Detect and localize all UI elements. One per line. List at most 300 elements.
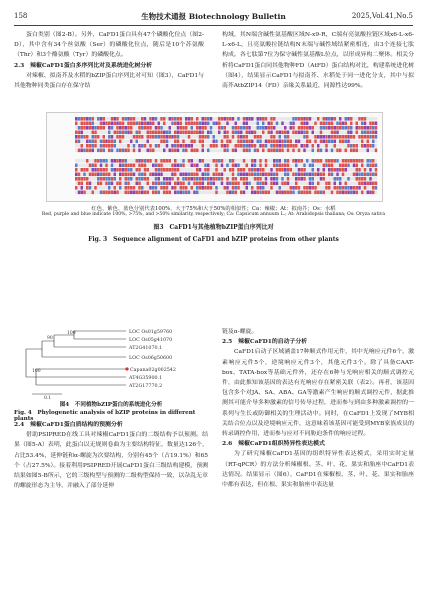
alignment-cell <box>75 168 78 172</box>
alignment-cell <box>375 168 378 172</box>
alignment-cell <box>309 131 312 135</box>
alignment-cell <box>127 149 130 153</box>
alignment-cell <box>152 159 155 163</box>
alignment-cell <box>243 126 246 130</box>
alignment-cell <box>328 126 331 130</box>
alignment-cell <box>114 186 117 190</box>
alignment-cell <box>114 122 117 126</box>
alignment-cell <box>345 182 348 186</box>
alignment-cell <box>356 131 359 135</box>
alignment-cell <box>81 135 84 139</box>
alignment-cell <box>246 191 249 195</box>
alignment-cell <box>177 122 180 126</box>
alignment-cell <box>83 131 86 135</box>
alignment-cell <box>94 131 97 135</box>
alignment-cell <box>103 182 106 186</box>
alignment-cell <box>323 168 326 172</box>
alignment-cell <box>243 186 246 190</box>
alignment-cell <box>339 164 342 168</box>
alignment-cell <box>292 144 295 148</box>
alignment-cell <box>257 149 260 153</box>
alignment-cell <box>323 144 326 148</box>
alignment-cell <box>364 122 367 126</box>
alignment-cell <box>147 173 150 177</box>
alignment-cell <box>290 149 293 153</box>
fig4-caption <box>14 400 208 422</box>
alignment-cell <box>298 135 301 139</box>
alignment-cell <box>295 140 298 144</box>
alignment-cell <box>295 122 298 126</box>
alignment-cell <box>133 177 136 181</box>
alignment-cell <box>320 135 323 139</box>
alignment-cell <box>257 122 260 126</box>
alignment-cell <box>196 168 199 172</box>
alignment-cell <box>136 159 139 163</box>
alignment-cell <box>97 140 100 144</box>
alignment-cell <box>306 168 309 172</box>
alignment-cell <box>279 164 282 168</box>
alignment-cell <box>136 168 139 172</box>
alignment-cell <box>290 122 293 126</box>
alignment-cell <box>295 159 298 163</box>
alignment-cell <box>86 131 89 135</box>
alignment-cell <box>279 182 282 186</box>
alignment-cell <box>268 144 271 148</box>
alignment-cell <box>358 159 361 163</box>
alignment-cell <box>171 135 174 139</box>
alignment-cell <box>364 182 367 186</box>
alignment-cell <box>136 126 139 130</box>
alignment-cell <box>202 149 205 153</box>
alignment-cell <box>331 177 334 181</box>
alignment-cell <box>100 186 103 190</box>
alignment-cell <box>284 140 287 144</box>
alignment-cell <box>347 135 350 139</box>
alignment-cell <box>210 126 213 130</box>
alignment-cell <box>350 122 353 126</box>
tree-leaf: AT4G35900.1 <box>129 376 163 381</box>
alignment-cell <box>342 173 345 177</box>
alignment-cell <box>257 173 260 177</box>
alignment-cell <box>295 135 298 139</box>
alignment-cell <box>356 140 359 144</box>
alignment-cell <box>218 173 221 177</box>
alignment-cell <box>353 149 356 153</box>
alignment-cell <box>144 126 147 130</box>
alignment-cell <box>347 186 350 190</box>
alignment-cell <box>232 140 235 144</box>
alignment-cell <box>141 144 144 148</box>
alignment-cell <box>158 182 161 186</box>
alignment-cell <box>369 177 372 181</box>
alignment-cell <box>279 186 282 190</box>
alignment-cell <box>235 126 238 130</box>
alignment-cell <box>342 135 345 139</box>
alignment-cell <box>312 164 315 168</box>
alignment-cell <box>309 173 312 177</box>
alignment-cell <box>92 144 95 148</box>
alignment-cell <box>221 173 224 177</box>
alignment-cell <box>251 117 254 121</box>
alignment-cell <box>301 168 304 172</box>
alignment-cell <box>180 186 183 190</box>
alignment-cell <box>147 126 150 130</box>
alignment-cell <box>361 177 364 181</box>
alignment-cell <box>364 191 367 195</box>
alignment-cell <box>262 168 265 172</box>
alignment-cell <box>141 140 144 144</box>
alignment-cell <box>218 140 221 144</box>
alignment-cell <box>246 140 249 144</box>
alignment-cell <box>103 164 106 168</box>
alignment-cell <box>254 144 257 148</box>
alignment-cell <box>191 164 194 168</box>
alignment-cell <box>325 164 328 168</box>
alignment-cell <box>325 135 328 139</box>
alignment-cell <box>86 117 89 121</box>
alignment-cell <box>268 149 271 153</box>
alignment-cell <box>353 135 356 139</box>
alignment-cell <box>191 182 194 186</box>
alignment-cell <box>125 144 128 148</box>
alignment-cell <box>240 173 243 177</box>
sequence-alignment-figure <box>46 112 383 202</box>
alignment-cell <box>270 144 273 148</box>
alignment-cell <box>158 159 161 163</box>
alignment-cell <box>246 149 249 153</box>
alignment-cell <box>105 191 108 195</box>
alignment-cell <box>89 182 92 186</box>
alignment-cell <box>265 135 268 139</box>
alignment-cell <box>155 144 158 148</box>
alignment-cell <box>292 159 295 163</box>
alignment-cell <box>141 191 144 195</box>
alignment-cell <box>314 186 317 190</box>
alignment-cell <box>163 173 166 177</box>
alignment-cell <box>185 186 188 190</box>
alignment-cell <box>83 144 86 148</box>
alignment-cell <box>199 126 202 130</box>
alignment-cell <box>213 122 216 126</box>
alignment-cell <box>229 177 232 181</box>
alignment-cell <box>78 164 81 168</box>
alignment-cell <box>92 164 95 168</box>
alignment-cell <box>100 144 103 148</box>
alignment-cell <box>224 149 227 153</box>
alignment-cell <box>94 117 97 121</box>
alignment-cell <box>246 177 249 181</box>
alignment-cell <box>243 191 246 195</box>
alignment-cell <box>193 144 196 148</box>
alignment-cell <box>287 131 290 135</box>
alignment-cell <box>207 131 210 135</box>
alignment-cell <box>229 117 232 121</box>
alignment-cell <box>202 122 205 126</box>
alignment-cell <box>281 140 284 144</box>
alignment-cell <box>353 126 356 130</box>
alignment-cell <box>301 182 304 186</box>
alignment-cell <box>284 191 287 195</box>
alignment-cell <box>180 182 183 186</box>
alignment-cell <box>306 182 309 186</box>
alignment-cell <box>215 177 218 181</box>
alignment-cell <box>160 126 163 130</box>
alignment-cell <box>323 122 326 126</box>
alignment-cell <box>298 159 301 163</box>
alignment-cell <box>133 144 136 148</box>
alignment-cell <box>160 173 163 177</box>
alignment-cell <box>180 177 183 181</box>
alignment-cell <box>229 122 232 126</box>
alignment-cell <box>226 131 229 135</box>
alignment-cell <box>270 135 273 139</box>
alignment-cell <box>111 182 114 186</box>
alignment-cell <box>281 135 284 139</box>
alignment-cell <box>83 135 86 139</box>
alignment-cell <box>94 164 97 168</box>
alignment-cell <box>105 182 108 186</box>
alignment-cell <box>89 186 92 190</box>
alignment-cell <box>100 159 103 163</box>
alignment-cell <box>226 117 229 121</box>
alignment-cell <box>273 182 276 186</box>
alignment-cell <box>290 173 293 177</box>
alignment-cell <box>273 126 276 130</box>
alignment-cell <box>372 135 375 139</box>
alignment-cell <box>240 186 243 190</box>
alignment-cell <box>347 177 350 181</box>
alignment-cell <box>320 186 323 190</box>
alignment-cell <box>111 117 114 121</box>
alignment-cell <box>331 131 334 135</box>
alignment-cell <box>174 126 177 130</box>
alignment-cell <box>169 182 172 186</box>
alignment-cell <box>276 168 279 172</box>
alignment-cell <box>89 159 92 163</box>
alignment-cell <box>75 149 78 153</box>
alignment-cell <box>298 126 301 130</box>
alignment-cell <box>246 122 249 126</box>
alignment-cell <box>152 126 155 130</box>
alignment-cell <box>213 159 216 163</box>
alignment-cell <box>97 182 100 186</box>
alignment-cell <box>207 122 210 126</box>
alignment-cell <box>259 182 262 186</box>
alignment-cell <box>325 140 328 144</box>
alignment-cell <box>210 177 213 181</box>
alignment-cell <box>163 177 166 181</box>
alignment-cell <box>281 191 284 195</box>
alignment-cell <box>303 159 306 163</box>
alignment-cell <box>78 144 81 148</box>
alignment-cell <box>276 164 279 168</box>
alignment-cell <box>339 173 342 177</box>
alignment-cell <box>339 159 342 163</box>
alignment-cell <box>372 122 375 126</box>
alignment-cell <box>174 149 177 153</box>
alignment-cell <box>306 135 309 139</box>
alignment-cell <box>147 149 150 153</box>
alignment-cell <box>119 191 122 195</box>
alignment-cell <box>105 126 108 130</box>
paragraph: 为了研究辣椒CaFD1基因的组织特异性表达模式，采用实时定量（RT-qPCR）的方法分析辣椒根、茎、叶、花、果实和胎座中CaFD1表达情况。结果显示（图6），CaFD1在辣椒根、茎、叶、花、果实和胎座中都有表达，但在根、果实和胎座中表达量 <box>222 451 414 489</box>
alignment-cell <box>166 177 169 181</box>
alignment-cell <box>361 131 364 135</box>
alignment-cell <box>193 173 196 177</box>
alignment-cell <box>323 126 326 130</box>
alignment-cell <box>237 173 240 177</box>
alignment-cell <box>174 140 177 144</box>
alignment-cell <box>119 168 122 172</box>
alignment-cell <box>188 149 191 153</box>
alignment-cell <box>138 122 141 126</box>
alignment-cell <box>298 131 301 135</box>
alignment-cell <box>320 159 323 163</box>
alignment-cell <box>317 135 320 139</box>
alignment-cell <box>259 168 262 172</box>
alignment-cell <box>103 117 106 121</box>
alignment-cell <box>265 117 268 121</box>
alignment-cell <box>196 177 199 181</box>
alignment-cell <box>180 191 183 195</box>
alignment-cell <box>114 144 117 148</box>
alignment-cell <box>130 164 133 168</box>
alignment-cell <box>306 144 309 148</box>
alignment-cell <box>287 140 290 144</box>
alignment-cell <box>367 164 370 168</box>
alignment-cell <box>312 186 315 190</box>
alignment-cell <box>309 159 312 163</box>
alignment-cell <box>158 135 161 139</box>
alignment-cell <box>301 173 304 177</box>
phylogenetic-tree <box>14 325 208 399</box>
alignment-cell <box>221 159 224 163</box>
alignment-cell <box>262 191 265 195</box>
alignment-cell <box>232 186 235 190</box>
alignment-cell <box>364 140 367 144</box>
alignment-cell <box>375 144 378 148</box>
alignment-cell <box>254 117 257 121</box>
alignment-cell <box>180 140 183 144</box>
alignment-cell <box>125 122 128 126</box>
alignment-cell <box>207 177 210 181</box>
alignment-cell <box>152 173 155 177</box>
alignment-cell <box>103 131 106 135</box>
alignment-cell <box>119 122 122 126</box>
alignment-cell <box>204 126 207 130</box>
alignment-cell <box>331 135 334 139</box>
alignment-cell <box>114 131 117 135</box>
alignment-cell <box>287 168 290 172</box>
alignment-cell <box>177 131 180 135</box>
alignment-cell <box>83 173 86 177</box>
alignment-cell <box>287 173 290 177</box>
alignment-cell <box>345 149 348 153</box>
alignment-cell <box>81 173 84 177</box>
alignment-cell <box>83 122 86 126</box>
alignment-cell <box>287 122 290 126</box>
alignment-cell <box>248 173 251 177</box>
alignment-cell <box>356 126 359 130</box>
alignment-cell <box>298 173 301 177</box>
alignment-cell <box>240 191 243 195</box>
alignment-cell <box>89 164 92 168</box>
alignment-cell <box>251 144 254 148</box>
alignment-cell <box>169 159 172 163</box>
alignment-cell <box>284 159 287 163</box>
alignment-cell <box>127 159 130 163</box>
alignment-cell <box>331 191 334 195</box>
alignment-cell <box>361 117 364 121</box>
alignment-cell <box>130 168 133 172</box>
alignment-cell <box>144 144 147 148</box>
alignment-cell <box>152 186 155 190</box>
alignment-cell <box>257 117 260 121</box>
alignment-cell <box>292 177 295 181</box>
alignment-cell <box>312 191 315 195</box>
alignment-cell <box>246 131 249 135</box>
alignment-cell <box>180 164 183 168</box>
alignment-cell <box>158 131 161 135</box>
alignment-cell <box>89 168 92 172</box>
alignment-cell <box>193 159 196 163</box>
alignment-cell <box>232 159 235 163</box>
alignment-cell <box>119 173 122 177</box>
alignment-cell <box>284 117 287 121</box>
alignment-cell <box>361 149 364 153</box>
alignment-cell <box>163 140 166 144</box>
alignment-cell <box>262 186 265 190</box>
alignment-cell <box>276 117 279 121</box>
alignment-cell <box>372 164 375 168</box>
alignment-cell <box>122 159 125 163</box>
alignment-cell <box>108 140 111 144</box>
alignment-cell <box>193 140 196 144</box>
alignment-cell <box>237 186 240 190</box>
alignment-cell <box>268 122 271 126</box>
alignment-cell <box>328 168 331 172</box>
alignment-cell <box>116 173 119 177</box>
alignment-cell <box>193 168 196 172</box>
alignment-cell <box>295 117 298 121</box>
alignment-cell <box>367 117 370 121</box>
alignment-cell <box>323 182 326 186</box>
alignment-cell <box>235 131 238 135</box>
alignment-cell <box>141 135 144 139</box>
alignment-cell <box>116 186 119 190</box>
alignment-cell <box>125 168 128 172</box>
alignment-cell <box>259 131 262 135</box>
alignment-cell <box>367 168 370 172</box>
alignment-cell <box>125 135 128 139</box>
alignment-cell <box>141 177 144 181</box>
alignment-cell <box>248 177 251 181</box>
alignment-cell <box>224 126 227 130</box>
alignment-cell <box>138 182 141 186</box>
alignment-cell <box>136 149 139 153</box>
alignment-cell <box>301 135 304 139</box>
alignment-cell <box>259 122 262 126</box>
alignment-cell <box>347 126 350 130</box>
alignment-cell <box>155 140 158 144</box>
alignment-cell <box>323 131 326 135</box>
alignment-cell <box>138 186 141 190</box>
alignment-cell <box>144 122 147 126</box>
alignment-cell <box>218 131 221 135</box>
alignment-cell <box>361 186 364 190</box>
alignment-cell <box>122 126 125 130</box>
alignment-cell <box>345 131 348 135</box>
